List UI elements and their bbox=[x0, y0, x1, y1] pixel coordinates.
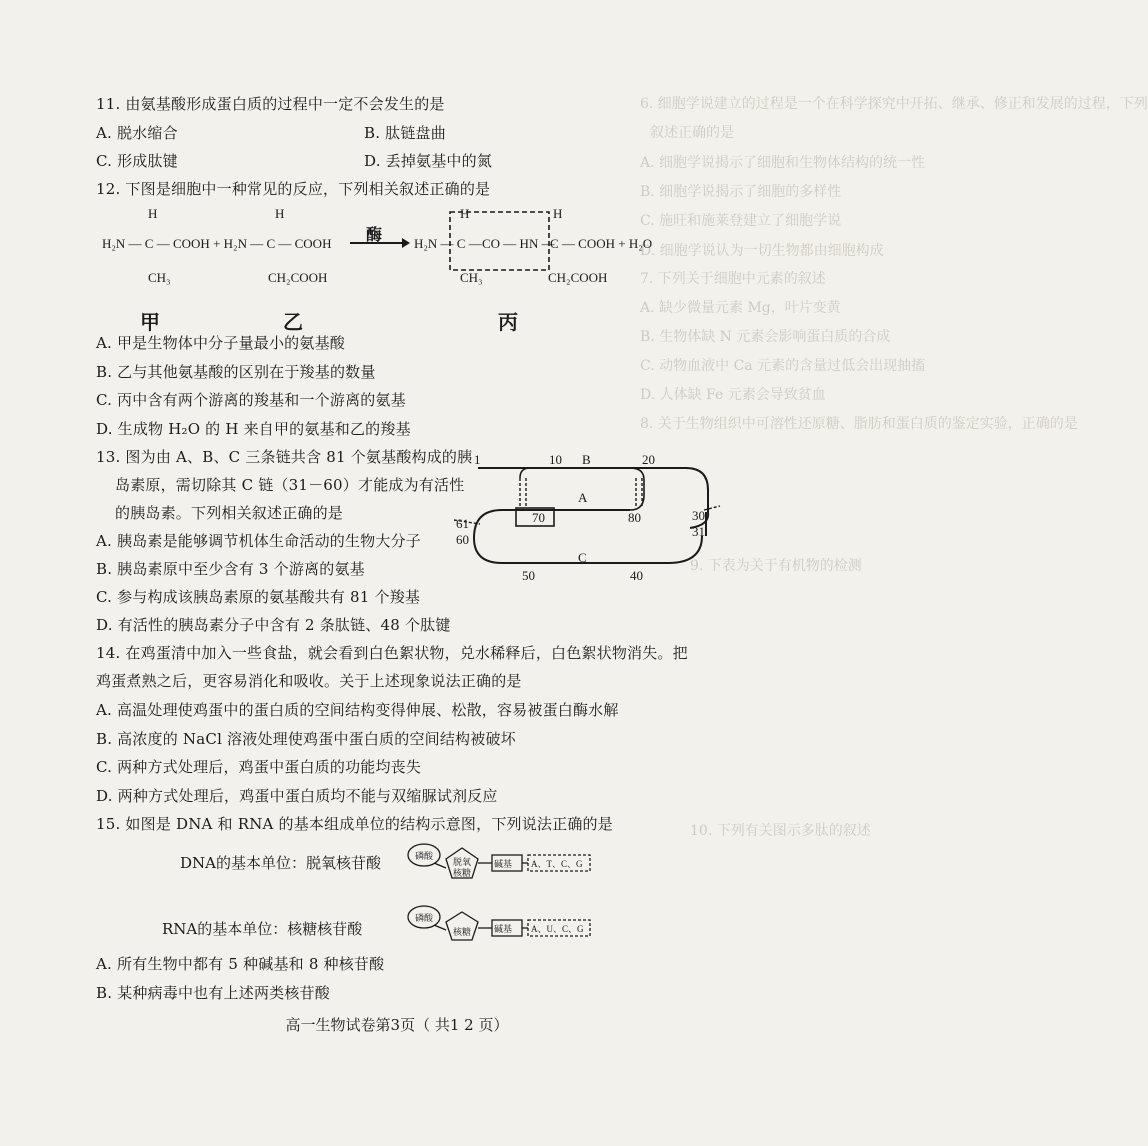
product-side-chain-1: CH₃ bbox=[460, 270, 483, 285]
bleed-text: 8. 关于生物组织中可溶性还原糖、脂肪和蛋白质的鉴定实验，正确的是 bbox=[640, 416, 1078, 432]
question-14-stem: 14. 在鸡蛋清中加入一些食盐，就会看到白色絮状物，兑水稀释后，白色絮状物消失。把 bbox=[96, 644, 688, 662]
aspartate-side-chain: CH₂COOH bbox=[268, 270, 328, 285]
sugar-label-1: 脱氧 bbox=[453, 857, 472, 867]
residue-40: 40 bbox=[630, 568, 643, 583]
option-11-d: D. 丢掉氨基中的氮 bbox=[364, 152, 493, 170]
question-14-stem: 鸡蛋煮熟之后，更容易消化和吸收。关于上述现象说法正确的是 bbox=[96, 672, 522, 690]
phosphate-icon: 磷酸 bbox=[415, 913, 434, 923]
residue-20: 20 bbox=[642, 452, 655, 467]
product-side-chain-2: CH₂COOH bbox=[548, 270, 608, 285]
residue-70: 70 bbox=[532, 510, 545, 525]
question-13-stem: 13. 图为由 A、B、C 三条链共含 81 个氨基酸构成的胰 bbox=[96, 448, 473, 466]
question-13-stem: 岛素原，需切除其 C 链（31－60）才能成为有活性 bbox=[115, 476, 465, 494]
question-15-stem: 15. 如图是 DNA 和 RNA 的基本组成单位的结构示意图，下列说法正确的是 bbox=[96, 815, 613, 833]
option-13-c: C. 参与构成该胰岛素原的氨基酸共有 81 个羧基 bbox=[96, 588, 421, 606]
base-label: 碱基 bbox=[494, 924, 513, 934]
option-12-b: B. 乙与其他氨基酸的区别在于羧基的数量 bbox=[96, 363, 376, 381]
question-11-stem: 11. 由氨基酸形成蛋白质的过程中一定不会发生的是 bbox=[96, 95, 445, 113]
label-jia: 甲 bbox=[140, 310, 160, 334]
bleed-text: B. 生物体缺 N 元素会影响蛋白质的合成 bbox=[640, 329, 891, 345]
sugar-label-2: 核糖 bbox=[453, 868, 472, 878]
option-15-b: B. 某种病毒中也有上述两类核苷酸 bbox=[96, 984, 330, 1002]
label-bing: 丙 bbox=[498, 310, 518, 334]
option-14-d: D. 两种方式处理后，鸡蛋中蛋白质均不能与双缩脲试剂反应 bbox=[96, 787, 498, 805]
bleed-text: A. 细胞学说揭示了细胞和生物体结构的统一性 bbox=[640, 155, 926, 171]
option-14-b: B. 高浓度的 NaCl 溶液处理使鸡蛋中蛋白质的空间结构被破坏 bbox=[96, 730, 516, 748]
glycine-side-chain: CH₃ bbox=[148, 270, 171, 285]
option-14-a: A. 高温处理使鸡蛋中的蛋白质的空间结构变得伸展、松散，容易被蛋白酶水解 bbox=[96, 701, 619, 719]
bleed-text: D. 人体缺 Fe 元素会导致贫血 bbox=[640, 387, 826, 403]
option-11-c: C. 形成肽键 bbox=[96, 152, 178, 170]
option-12-c: C. 丙中含有两个游离的羧基和一个游离的氨基 bbox=[96, 391, 406, 409]
option-13-d: D. 有活性的胰岛素分子中含有 2 条肽链、48 个肽键 bbox=[96, 616, 451, 634]
residue-31: 31 bbox=[692, 524, 705, 539]
question-12-stem: 12. 下图是细胞中一种常见的反应，下列相关叙述正确的是 bbox=[96, 180, 491, 198]
h-atom: H bbox=[148, 206, 158, 221]
rna-unit-title: RNA的基本单位：核糖核苷酸 bbox=[162, 920, 363, 938]
dna-unit-title: DNA的基本单位：脱氧核苷酸 bbox=[180, 854, 381, 872]
base-label: 碱基 bbox=[494, 859, 513, 869]
option-11-a: A. 脱水缩合 bbox=[96, 124, 178, 142]
bleed-text: B. 细胞学说揭示了细胞的多样性 bbox=[640, 184, 842, 200]
h-atom: H bbox=[460, 206, 470, 221]
bleed-text: 9. 下表为关于有机物的检测 bbox=[690, 558, 862, 574]
option-13-b: B. 胰岛素原中至少含有 3 个游离的氨基 bbox=[96, 560, 365, 578]
page-footer: 高一生物试卷第3页（ 共1 2 页） bbox=[285, 1016, 509, 1034]
chain-b-label: B bbox=[582, 452, 591, 467]
rna-bases: A、U、C、G bbox=[531, 924, 584, 934]
option-15-a: A. 所有生物中都有 5 种碱基和 8 种核苷酸 bbox=[96, 955, 385, 973]
dashed-box bbox=[448, 210, 553, 274]
residue-1: 1 bbox=[474, 452, 481, 467]
chain-a-label: A bbox=[578, 490, 588, 505]
label-yi: 乙 bbox=[283, 310, 303, 334]
reactants-formula: H₂N — C — COOH + H₂N — C — COOH bbox=[102, 236, 332, 251]
residue-10: 10 bbox=[549, 452, 562, 467]
bleed-text: 叙述正确的是 bbox=[650, 125, 734, 141]
residue-61: 61 bbox=[456, 516, 469, 531]
sugar-label: 核糖 bbox=[453, 927, 472, 937]
peptide-bond: CO — HN — bbox=[482, 236, 555, 251]
bleed-text: A. 缺少微量元素 Mg，叶片变黄 bbox=[640, 300, 841, 316]
dna-bases: A、T、C、G bbox=[531, 859, 583, 869]
bleed-text: 10. 下列有关图示多肽的叙述 bbox=[690, 823, 871, 839]
option-11-b: B. 肽链盘曲 bbox=[364, 124, 446, 142]
chain-c-label: C bbox=[578, 550, 587, 565]
product-left: H₂N — C — bbox=[414, 236, 482, 251]
question-13-stem: 的胰岛素。下列相关叙述正确的是 bbox=[115, 504, 344, 522]
phosphate-icon: 磷酸 bbox=[415, 851, 434, 861]
residue-30: 30 bbox=[692, 508, 705, 523]
option-14-c: C. 两种方式处理后，鸡蛋中蛋白质的功能均丧失 bbox=[96, 758, 422, 776]
h-atom: H bbox=[275, 206, 285, 221]
option-13-a: A. 胰岛素是能够调节机体生命活动的生物大分子 bbox=[96, 532, 421, 550]
residue-60: 60 bbox=[456, 532, 469, 547]
product-right: C — COOH + H₂O bbox=[550, 236, 653, 251]
h-atom: H bbox=[553, 206, 563, 221]
residue-50: 50 bbox=[522, 568, 535, 583]
option-12-d: D. 生成物 H₂O 的 H 来自甲的氨基和乙的羧基 bbox=[96, 420, 411, 438]
bleed-text: 6. 细胞学说建立的过程是一个在科学探究中开拓、继承、修正和发展的过程，下列 bbox=[640, 96, 1148, 112]
bleed-text: C. 动物血液中 Ca 元素的含量过低会出现抽搐 bbox=[640, 358, 926, 374]
bleed-text: 7. 下列关于细胞中元素的叙述 bbox=[640, 271, 826, 287]
residue-80: 80 bbox=[628, 510, 641, 525]
enzyme-label: 酶 bbox=[366, 225, 383, 244]
bleed-text: C. 施旺和施莱登建立了细胞学说 bbox=[640, 213, 842, 229]
bleed-text: D. 细胞学说认为一切生物都由细胞构成 bbox=[640, 243, 884, 259]
option-12-a: A. 甲是生物体中分子量最小的氨基酸 bbox=[96, 334, 345, 352]
